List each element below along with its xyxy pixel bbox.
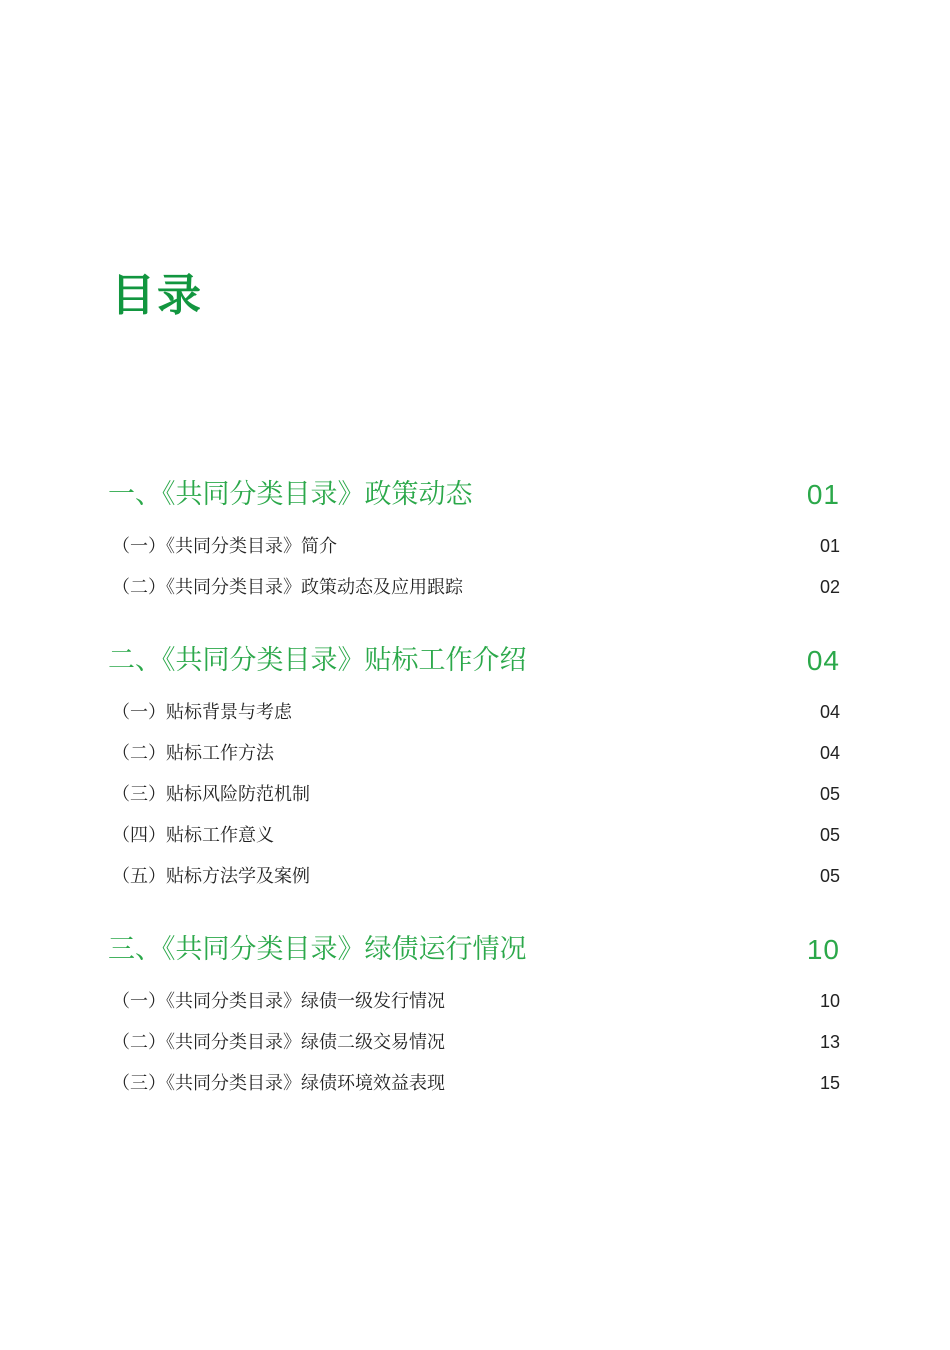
toc-item-label: （一）贴标背景与考虑 <box>112 702 292 723</box>
toc-item-page-number: 10 <box>819 991 840 1011</box>
toc-section-title: 三、《共同分类目录》绿债运行情况 <box>108 934 527 965</box>
toc-section-heading-row[interactable] <box>108 638 840 684</box>
toc-item-list <box>108 692 840 897</box>
page-title: 目录 <box>111 270 203 321</box>
toc-item-page-number: 15 <box>819 1073 840 1093</box>
toc-section-page-number: 04 <box>806 645 840 676</box>
toc-item-label: （五）贴标方法学及案例 <box>112 866 310 887</box>
toc-item-page-number: 13 <box>819 1032 840 1052</box>
toc-section-1 <box>108 472 840 608</box>
toc-item-page-number: 05 <box>819 825 840 845</box>
toc-section-page-number: 01 <box>806 479 840 510</box>
toc-item[interactable] <box>108 567 840 608</box>
toc-item[interactable] <box>108 815 840 856</box>
toc-section-heading-row[interactable] <box>108 927 840 973</box>
toc-item-list <box>108 981 840 1104</box>
toc-section-title: 一、《共同分类目录》政策动态 <box>108 479 473 510</box>
toc-item[interactable] <box>108 692 840 733</box>
toc-item-label: （二）贴标工作方法 <box>112 743 274 764</box>
toc-item-page-number: 04 <box>819 743 840 763</box>
toc-section-3 <box>108 927 840 1104</box>
toc-item[interactable] <box>108 774 840 815</box>
table-of-contents <box>108 472 840 1134</box>
toc-item-label: （一）《共同分类目录》绿债一级发行情况 <box>112 991 445 1012</box>
toc-item-page-number: 04 <box>819 702 840 722</box>
toc-item-label: （一）《共同分类目录》简介 <box>112 536 337 557</box>
toc-item-label: （三）贴标风险防范机制 <box>112 784 310 805</box>
toc-item-label: （二）《共同分类目录》绿债二级交易情况 <box>112 1032 445 1053</box>
toc-item-page-number: 02 <box>819 577 840 597</box>
toc-item-page-number: 01 <box>819 536 840 556</box>
toc-item[interactable] <box>108 856 840 897</box>
toc-item[interactable] <box>108 733 840 774</box>
toc-section-page-number: 10 <box>806 934 840 965</box>
toc-item-label: （三）《共同分类目录》绿债环境效益表现 <box>112 1073 445 1094</box>
toc-section-title: 二、《共同分类目录》贴标工作介绍 <box>108 645 527 676</box>
toc-section-2 <box>108 638 840 897</box>
toc-item[interactable] <box>108 1022 840 1063</box>
toc-item-label: （二）《共同分类目录》政策动态及应用跟踪 <box>112 577 463 598</box>
toc-item[interactable] <box>108 1063 840 1104</box>
toc-item-label: （四）贴标工作意义 <box>112 825 274 846</box>
toc-item-page-number: 05 <box>819 784 840 804</box>
toc-item[interactable] <box>108 981 840 1022</box>
toc-item[interactable] <box>108 526 840 567</box>
toc-section-heading-row[interactable] <box>108 472 840 518</box>
toc-item-page-number: 05 <box>819 866 840 886</box>
toc-item-list <box>108 526 840 608</box>
